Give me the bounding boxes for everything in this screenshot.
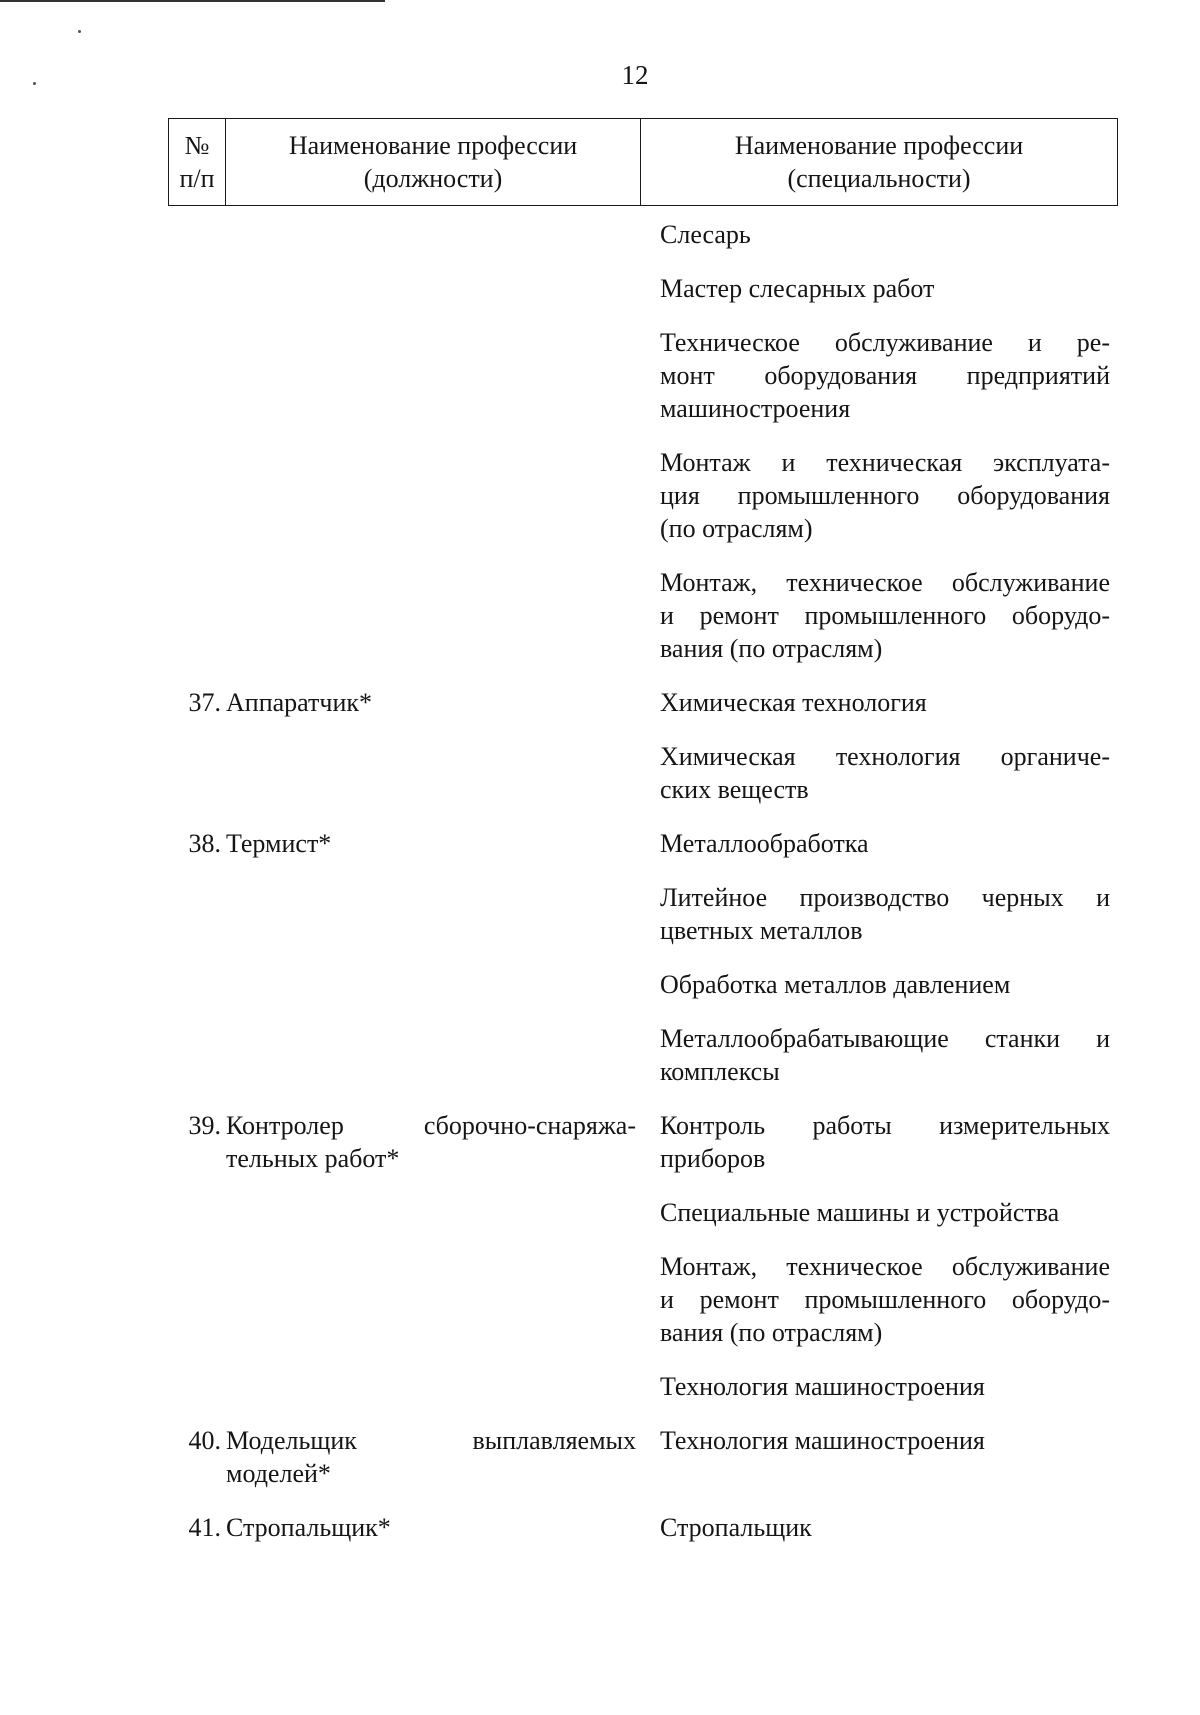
profession-name [226, 827, 636, 860]
text-line: вания (по отраслям) [660, 1318, 883, 1347]
specialty-name [660, 968, 1110, 1001]
profession-name [226, 1511, 636, 1544]
text-line: Обработка металлов давлением [660, 970, 1011, 999]
scan-edge-line [0, 0, 385, 2]
text-line: (по отраслям) [660, 514, 813, 543]
specialty-name [660, 1196, 1110, 1229]
text-line: Химическая технология [660, 688, 927, 717]
specialty-name [660, 326, 1110, 425]
text-line: Специальные машины и устройства [660, 1198, 1060, 1227]
row-number: 39. [188, 1111, 221, 1140]
row-number: 40. [188, 1426, 221, 1455]
specialty-name [660, 1022, 1110, 1088]
profession-name [226, 1424, 636, 1490]
text-line: Монтаж, техническое обслуживание [660, 1252, 1110, 1281]
text-line: Контроль работы измерительных [660, 1111, 1110, 1140]
header-specialty-label: Наименование профессии [734, 131, 1024, 160]
text-line: комплексы [660, 1057, 780, 1086]
header-profession-column [226, 119, 641, 205]
text-line: Контролер сборочно-снаряжа- [226, 1111, 636, 1140]
header-number-label: № [184, 131, 210, 160]
text-line: Монтаж, техническое обслуживание [660, 568, 1110, 597]
row-number: 41. [188, 1513, 221, 1542]
text-line: Аппаратчик* [226, 688, 372, 717]
text-line: Технология машиностроения [660, 1372, 985, 1401]
specialty-name [660, 272, 1110, 305]
text-line: Монтаж и техническая эксплуата- [660, 448, 1110, 477]
text-line: цветных металлов [660, 916, 863, 945]
specialty-name [660, 827, 1110, 860]
text-line: Металлообработка [660, 829, 869, 858]
specialty-name [660, 1109, 1110, 1175]
table-header [168, 118, 1118, 206]
text-line: ция промышленного оборудования [660, 481, 1110, 510]
row-number: 38. [188, 829, 221, 858]
text-line: Мастер слесарных работ [660, 274, 935, 303]
text-line: монт оборудования предприятий [660, 361, 1110, 390]
header-number-column [169, 119, 226, 205]
specialty-name [660, 1511, 1110, 1544]
text-line: Модельщик выплавляемых [226, 1426, 636, 1455]
specialty-name [660, 1370, 1110, 1403]
header-number-sublabel: п/п [179, 164, 215, 193]
specialty-name [660, 1250, 1110, 1349]
specialty-name [660, 1424, 1110, 1457]
text-line: Термист* [226, 829, 332, 858]
text-line: и ремонт промышленного оборудо- [660, 601, 1110, 630]
text-line: моделей* [226, 1459, 331, 1488]
text-line: тельных работ* [226, 1144, 400, 1173]
header-profession-sublabel: (должности) [363, 164, 503, 193]
text-line: приборов [660, 1144, 766, 1173]
text-line: вания (по отраслям) [660, 634, 883, 663]
header-specialty-column [641, 119, 1117, 205]
text-line: Металлообрабатывающие станки и [660, 1024, 1110, 1053]
text-line: Стропальщик* [226, 1513, 391, 1542]
row-number: 37. [188, 688, 221, 717]
header-specialty-sublabel: (специальности) [787, 164, 971, 193]
specialty-name [660, 566, 1110, 665]
text-line: ских веществ [660, 775, 809, 804]
specialty-name [660, 686, 1110, 719]
specialty-name [660, 881, 1110, 947]
text-line: Литейное производство черных и [660, 883, 1110, 912]
specialty-name [660, 446, 1110, 545]
profession-name [226, 686, 636, 719]
scan-speck [78, 30, 81, 33]
page-number: 12 [621, 60, 649, 90]
text-line: Технология машиностроения [660, 1426, 985, 1455]
text-line: машиностроения [660, 394, 851, 423]
profession-name [226, 1109, 636, 1175]
text-line: Химическая технология органиче- [660, 742, 1110, 771]
text-line: Стропальщик [660, 1513, 812, 1542]
specialty-name [660, 218, 1110, 251]
text-line: и ремонт промышленного оборудо- [660, 1285, 1110, 1314]
specialty-name [660, 740, 1110, 806]
header-profession-label: Наименование профессии [288, 131, 578, 160]
text-line: Техническое обслуживание и ре- [660, 328, 1110, 357]
text-line: Слесарь [660, 220, 751, 249]
